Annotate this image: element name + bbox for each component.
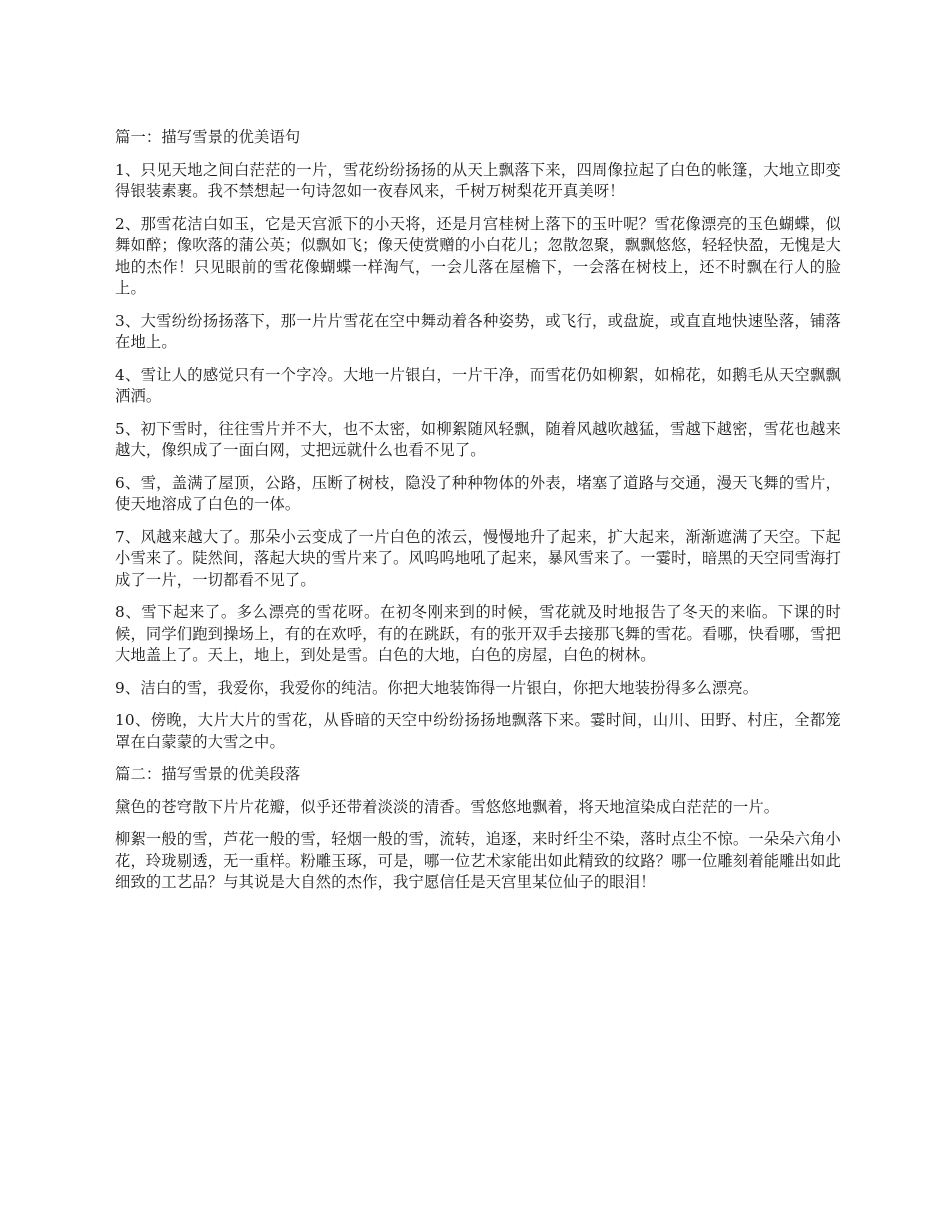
section1-paragraph-5: 5、初下雪时，往往雪片并不大，也不太密，如柳絮随风轻飘，随着风越吹越猛，雪越下越密，雪花也越来越大，像织成了一面白网，丈把远就什么也看不见了。 — [115, 419, 841, 459]
document-page — [115, 127, 841, 905]
section1-paragraph-10: 10、傍晚，大片大片的雪花，从昏暗的天空中纷纷扬扬地飘落下来。霎时间，山川、田野、村庄，全都笼罩在白蒙蒙的大雪之中。 — [115, 711, 841, 751]
section1-paragraph-4: 4、雪让人的感觉只有一个字冷。大地一片银白，一片干净，而雪花仍如柳絮，如棉花，如鹅毛从天空飘飘洒洒。 — [115, 365, 841, 405]
section1-paragraph-3: 3、大雪纷纷扬扬落下，那一片片雪花在空中舞动着各种姿势，或飞行，或盘旋，或直直地快速坠落，铺落在地上。 — [115, 311, 841, 351]
section1-paragraph-1: 1、只见天地之间白茫茫的一片，雪花纷纷扬扬的从天上飘落下来，四周像拉起了白色的帐篷，大地立即变得银装素裹。我不禁想起一句诗忽如一夜春风来，千树万树梨花开真美呀！ — [115, 160, 841, 200]
section1-paragraph-8: 8、雪下起来了。多么漂亮的雪花呀。在初冬刚来到的时候，雪花就及时地报告了冬天的来临。下课的时候，同学们跑到操场上，有的在欢呼，有的在跳跃，有的张开双手去接那飞舞的雪花。看哪，快看哪，雪把大地盖上了。天上，地上，到处是雪。白色的大地，白色的房屋，白色的树林。 — [115, 603, 842, 664]
section2-paragraph-2: 柳絮一般的雪，芦花一般的雪，轻烟一般的雪，流转，追逐，来时纤尘不染，落时点尘不惊。一朵朵六角小花，玲珑剔透，无一重样。粉雕玉琢，可是，哪一位艺术家能出如此精致的纹路？哪一位雕刻着能雕出如此细致的工艺品？与其说是大自然的杰作，我宁愿信任是天宫里某位仙子的眼泪！ — [115, 830, 842, 891]
section1-paragraph-2: 2、那雪花洁白如玉，它是天宫派下的小天将，还是月宫桂树上落下的玉叶呢？雪花像漂亮的玉色蝴蝶，似舞如醉；像吹落的蒲公英；似飘如飞；像天使赏赠的小白花儿；忽散忽聚，飘飘悠悠，轻轻快盈，无愧是大地的杰作！只见眼前的雪花像蝴蝶一样淘气，一会儿落在屋檐下，一会落在树枝上，还不时飘在行人的脸上。 — [115, 214, 842, 297]
section1-paragraph-9: 9、洁白的雪，我爱你，我爱你的纯洁。你把大地装饰得一片银白，你把大地装扮得多么漂亮。 — [115, 678, 759, 697]
section1-paragraph-7: 7、风越来越大了。那朵小云变成了一片白色的浓云，慢慢地升了起来，扩大起来，渐渐遮满了天空。下起小雪来了。陡然间，落起大块的雪片来了。风呜呜地吼了起来，暴风雪来了。一霎时，暗黑的天空同雪海打成了一片，一切都看不见了。 — [115, 527, 842, 589]
section2-paragraph-1: 黛色的苍穹散下片片花瓣，似乎还带着淡淡的清香。雪悠悠地飘着，将天地渲染成白茫茫的一片。 — [115, 797, 780, 816]
section1-paragraph-6: 6、雪，盖满了屋顶，公路，压断了树枝，隐没了种种物体的外表，堵塞了道路与交通，漫天飞舞的雪片，使天地溶成了白色的一体。 — [115, 473, 841, 513]
section2-heading: 篇二：描写雪景的优美段落 — [115, 765, 301, 783]
section1-heading: 篇一：描写雪景的优美语句 — [115, 128, 301, 146]
